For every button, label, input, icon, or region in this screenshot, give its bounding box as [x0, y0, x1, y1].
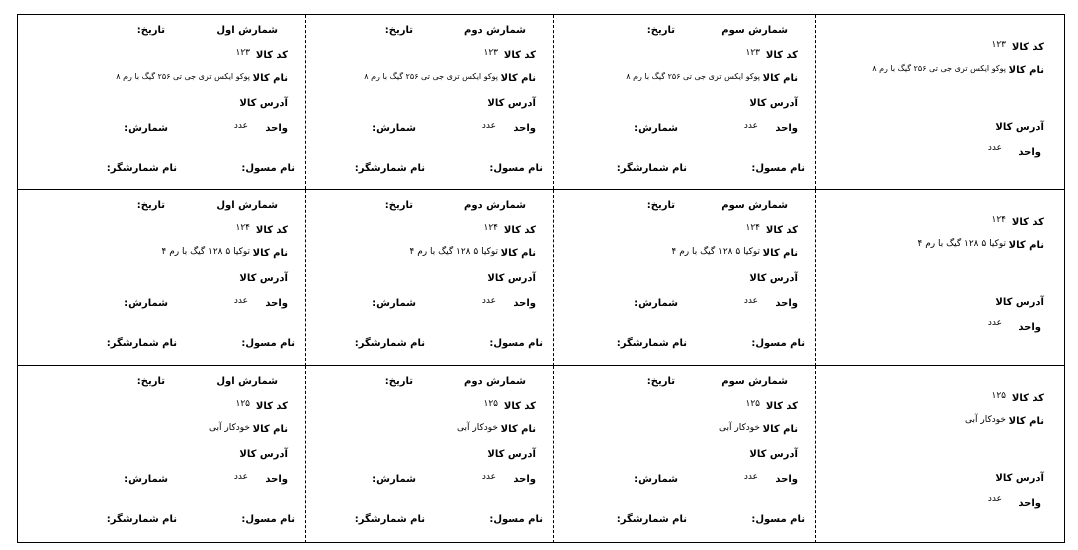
counter-label: نام شمارشگر:	[616, 338, 687, 349]
code-label: کد کالا	[765, 225, 798, 236]
responsible-label: نام مسول:	[241, 163, 295, 174]
responsible-label: نام مسول:	[241, 514, 295, 525]
count-card-second	[305, 190, 553, 366]
code-value: ۱۲۴	[235, 223, 250, 233]
dashed-separator	[553, 366, 554, 543]
address-label: آدرس کالا	[995, 297, 1044, 308]
address-label: آدرس کالا	[487, 449, 536, 460]
unit-value: عدد	[743, 296, 758, 306]
count-card-third	[553, 190, 815, 366]
count-round-title: شمارش اول	[216, 376, 278, 387]
code-value: ۱۲۵	[235, 399, 250, 409]
responsible-label: نام مسول:	[751, 163, 805, 174]
code-value: ۱۲۴	[483, 223, 498, 233]
name-value: خودکار آبی	[209, 423, 250, 433]
address-label: آدرس کالا	[995, 122, 1044, 133]
count-round-title: شمارش اول	[216, 200, 278, 211]
item-row	[18, 189, 1064, 366]
code-value: ۱۲۵	[991, 391, 1006, 401]
dashed-separator	[305, 366, 306, 543]
count-card-first	[18, 366, 305, 543]
address-label: آدرس کالا	[749, 98, 798, 109]
dashed-separator	[305, 15, 306, 189]
name-value: پوکو ایکس تری جی تی ۲۵۶ گیگ با رم ۸	[364, 72, 498, 81]
unit-value: عدد	[987, 494, 1002, 504]
responsible-label: نام مسول:	[489, 163, 543, 174]
name-value: توکیا ۵ ۱۲۸ گیگ با رم ۴	[409, 247, 498, 257]
count-label: شمارش:	[124, 123, 168, 134]
code-value: ۱۲۳	[483, 48, 498, 58]
counter-label: نام شمارشگر:	[354, 338, 425, 349]
dashed-separator	[553, 190, 554, 366]
unit-label: واحد	[775, 298, 798, 309]
count-card-first	[18, 15, 305, 189]
name-label: نام کالا	[1008, 416, 1044, 427]
name-label: نام کالا	[252, 424, 288, 435]
unit-label: واحد	[265, 298, 288, 309]
date-label: تاریخ:	[646, 200, 675, 211]
address-label: آدرس کالا	[239, 98, 288, 109]
unit-value: عدد	[233, 121, 248, 131]
count-round-title: شمارش دوم	[463, 25, 526, 36]
name-value: توکیا ۵ ۱۲۸ گیگ با رم ۴	[917, 239, 1006, 249]
address-label: آدرس کالا	[239, 273, 288, 284]
name-value: پوکو ایکس تری جی تی ۲۵۶ گیگ با رم ۸	[626, 72, 760, 81]
name-value: خودکار آبی	[965, 415, 1006, 425]
unit-label: واحد	[775, 474, 798, 485]
code-value: ۱۲۳	[745, 48, 760, 58]
name-value: خودکار آبی	[457, 423, 498, 433]
date-label: تاریخ:	[384, 376, 413, 387]
count-label: شمارش:	[124, 474, 168, 485]
count-round-title: شمارش سوم	[721, 376, 788, 387]
counter-label: نام شمارشگر:	[616, 163, 687, 174]
code-label: کد کالا	[255, 401, 288, 412]
dashed-separator	[553, 15, 554, 189]
code-label: کد کالا	[1011, 217, 1044, 228]
name-label: نام کالا	[762, 73, 798, 84]
unit-label: واحد	[265, 123, 288, 134]
code-value: ۱۲۴	[991, 215, 1006, 225]
date-label: تاریخ:	[646, 376, 675, 387]
name-label: نام کالا	[252, 248, 288, 259]
unit-label: واحد	[1018, 498, 1041, 509]
inventory-count-sheet	[17, 14, 1065, 543]
count-label: شمارش:	[124, 298, 168, 309]
name-label: نام کالا	[500, 248, 536, 259]
name-label: نام کالا	[500, 73, 536, 84]
code-value: ۱۲۳	[991, 40, 1006, 50]
address-label: آدرس کالا	[749, 449, 798, 460]
unit-value: عدد	[987, 318, 1002, 328]
code-value: ۱۲۳	[235, 48, 250, 58]
name-value: پوکو ایکس تری جی تی ۲۵۶ گیگ با رم ۸	[872, 64, 1006, 73]
count-card-first	[18, 190, 305, 366]
code-label: کد کالا	[503, 401, 536, 412]
counter-label: نام شمارشگر:	[106, 514, 177, 525]
item-row	[18, 15, 1064, 189]
code-label: کد کالا	[1011, 42, 1044, 53]
count-round-title: شمارش اول	[216, 25, 278, 36]
dashed-separator	[305, 190, 306, 366]
unit-value: عدد	[233, 296, 248, 306]
unit-label: واحد	[775, 123, 798, 134]
name-value: پوکو ایکس تری جی تی ۲۵۶ گیگ با رم ۸	[116, 72, 250, 81]
code-label: کد کالا	[1011, 393, 1044, 404]
count-card-second	[305, 15, 553, 189]
item-info-card	[815, 366, 1064, 543]
unit-label: واحد	[513, 474, 536, 485]
dashed-separator	[815, 366, 816, 543]
date-label: تاریخ:	[136, 200, 165, 211]
responsible-label: نام مسول:	[241, 338, 295, 349]
count-card-third	[553, 15, 815, 189]
unit-label: واحد	[1018, 147, 1041, 158]
unit-label: واحد	[513, 123, 536, 134]
count-card-third	[553, 366, 815, 543]
unit-value: عدد	[481, 296, 496, 306]
responsible-label: نام مسول:	[751, 338, 805, 349]
date-label: تاریخ:	[646, 25, 675, 36]
count-label: شمارش:	[372, 123, 416, 134]
code-value: ۱۲۴	[745, 223, 760, 233]
name-label: نام کالا	[1008, 65, 1044, 76]
count-label: شمارش:	[372, 298, 416, 309]
item-info-card	[815, 15, 1064, 189]
address-label: آدرس کالا	[487, 98, 536, 109]
unit-value: عدد	[743, 472, 758, 482]
unit-value: عدد	[481, 121, 496, 131]
name-value: توکیا ۵ ۱۲۸ گیگ با رم ۴	[671, 247, 760, 257]
address-label: آدرس کالا	[749, 273, 798, 284]
count-round-title: شمارش سوم	[721, 25, 788, 36]
code-label: کد کالا	[503, 50, 536, 61]
code-label: کد کالا	[765, 50, 798, 61]
date-label: تاریخ:	[136, 25, 165, 36]
code-label: کد کالا	[503, 225, 536, 236]
counter-label: نام شمارشگر:	[354, 514, 425, 525]
code-value: ۱۲۵	[745, 399, 760, 409]
unit-value: عدد	[481, 472, 496, 482]
count-label: شمارش:	[634, 474, 678, 485]
count-round-title: شمارش دوم	[463, 376, 526, 387]
name-value: توکیا ۵ ۱۲۸ گیگ با رم ۴	[161, 247, 250, 257]
count-label: شمارش:	[634, 298, 678, 309]
counter-label: نام شمارشگر:	[106, 338, 177, 349]
count-label: شمارش:	[634, 123, 678, 134]
dashed-separator	[815, 15, 816, 189]
count-card-second	[305, 366, 553, 543]
address-label: آدرس کالا	[239, 449, 288, 460]
unit-value: عدد	[233, 472, 248, 482]
name-label: نام کالا	[762, 424, 798, 435]
responsible-label: نام مسول:	[489, 338, 543, 349]
counter-label: نام شمارشگر:	[106, 163, 177, 174]
date-label: تاریخ:	[136, 376, 165, 387]
unit-label: واحد	[513, 298, 536, 309]
code-label: کد کالا	[255, 225, 288, 236]
date-label: تاریخ:	[384, 25, 413, 36]
name-label: نام کالا	[500, 424, 536, 435]
name-label: نام کالا	[762, 248, 798, 259]
name-label: نام کالا	[1008, 240, 1044, 251]
responsible-label: نام مسول:	[489, 514, 543, 525]
unit-label: واحد	[265, 474, 288, 485]
date-label: تاریخ:	[384, 200, 413, 211]
name-label: نام کالا	[252, 73, 288, 84]
count-label: شمارش:	[372, 474, 416, 485]
address-label: آدرس کالا	[995, 473, 1044, 484]
item-info-card	[815, 190, 1064, 366]
dashed-separator	[815, 190, 816, 366]
counter-label: نام شمارشگر:	[616, 514, 687, 525]
item-row	[18, 365, 1064, 543]
unit-label: واحد	[1018, 322, 1041, 333]
responsible-label: نام مسول:	[751, 514, 805, 525]
address-label: آدرس کالا	[487, 273, 536, 284]
name-value: خودکار آبی	[719, 423, 760, 433]
code-label: کد کالا	[255, 50, 288, 61]
unit-value: عدد	[987, 143, 1002, 153]
code-value: ۱۲۵	[483, 399, 498, 409]
count-round-title: شمارش دوم	[463, 200, 526, 211]
unit-value: عدد	[743, 121, 758, 131]
counter-label: نام شمارشگر:	[354, 163, 425, 174]
code-label: کد کالا	[765, 401, 798, 412]
count-round-title: شمارش سوم	[721, 200, 788, 211]
